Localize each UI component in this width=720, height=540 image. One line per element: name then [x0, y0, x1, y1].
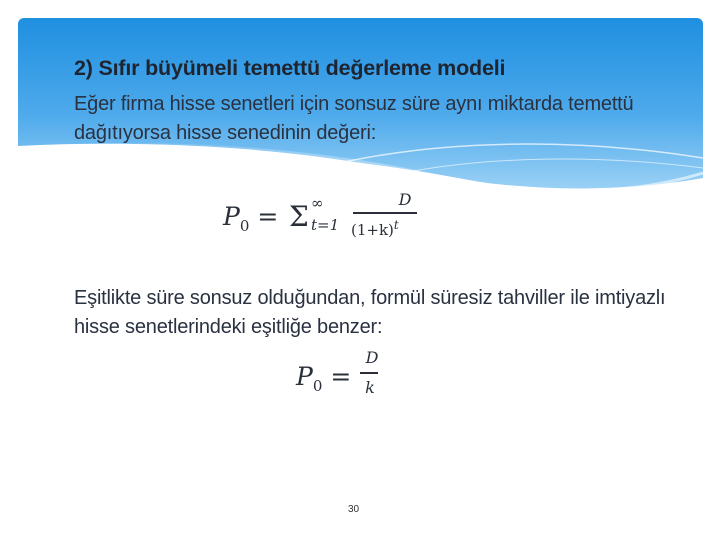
fraction-bar	[353, 212, 417, 214]
page-number: 30	[348, 504, 360, 515]
slide-content	[18, 18, 703, 540]
slide-title: 2) Sıfır büyümeli temettü değerleme modeli	[74, 56, 506, 80]
sigma-symbol: Σ	[289, 200, 309, 233]
fraction-numerator: D	[365, 348, 379, 367]
formula-infinite-sum	[223, 188, 453, 258]
paragraph-explanation: Eşitlikte süre sonsuz olduğundan, formül süresiz tahviller ile imtiyazlı hisse senetlerindeki eşitliğe benzer:	[74, 287, 666, 338]
fraction-numerator: D	[398, 190, 412, 209]
fraction-bar	[360, 372, 378, 374]
paragraph-intro: Eğer firma hisse senetleri için sonsuz süre aynı miktarda temettü dağıtıyorsa hisse senedinin değeri:	[74, 93, 634, 144]
formula-perpetuity	[296, 348, 406, 408]
fraction-denominator: k	[365, 378, 375, 397]
slide	[18, 18, 703, 540]
formula-lhs: $P_0$ =	[223, 202, 279, 235]
fraction-denominator: $(1+k)^t$	[351, 218, 399, 239]
formula-lhs: $P_0$ =	[296, 362, 352, 395]
sum-lower-limit: t=1	[311, 216, 340, 234]
sum-upper-limit: ∞	[311, 194, 324, 212]
